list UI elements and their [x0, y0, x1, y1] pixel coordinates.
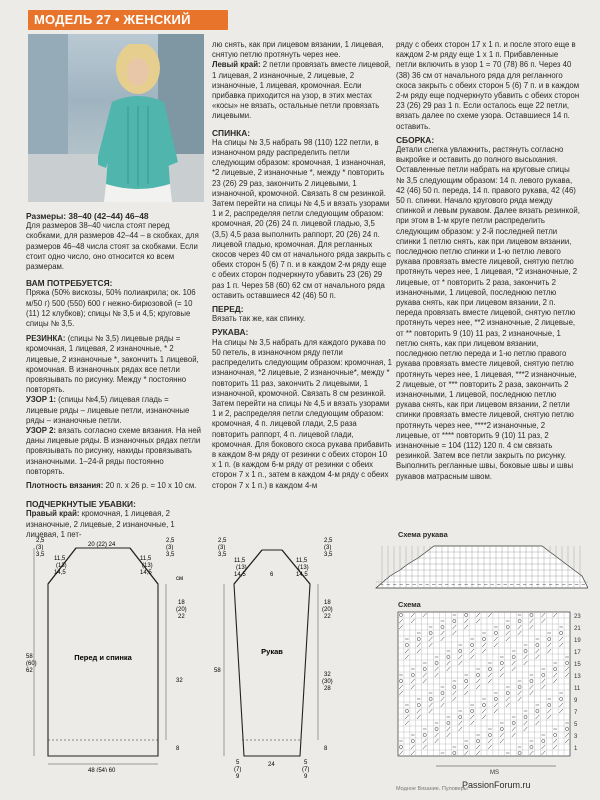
sleeve-chart-symbol: – — [451, 582, 455, 588]
main-chart-title: Схема — [398, 600, 421, 609]
sleeve-chart-symbol: – — [399, 582, 403, 588]
sleeve-chart-symbol: – — [425, 582, 429, 588]
body-dim-t6: 14,5 — [54, 570, 66, 576]
body-dim-t3: 3,5 — [36, 552, 45, 558]
sleeve-dim-b1b: 5 — [304, 760, 308, 766]
sleeve-dim-t1: 2,5 — [218, 538, 227, 544]
sleeve-chart-symbol: – — [568, 582, 572, 588]
sleeve-chart-symbol: – — [438, 582, 442, 588]
sizes-title: Размеры: 38–40 (42–44) 46–48 — [26, 211, 149, 221]
sleeve-chart-symbol: – — [581, 582, 585, 588]
decreases-title: ПОДЧЕРКНУТЫЕ УБАВКИ: — [26, 499, 136, 510]
body-dim-t4b: 11,5 — [140, 556, 152, 562]
sleeve-chart-symbol: – — [419, 582, 423, 588]
pattern1-text: (спицы №4,5) лицевая гладь = лицевые ряды – лицевые петли, изнаночные ряды – изнаночные петли. — [26, 395, 190, 425]
col3-top-text: ряду с обеих сторон 17 х 1 п. и после этого еще в каждом 2-м ряду еще 1 х 1 п. Прибавленные петли включить в узор 1 = 70 (78) 86 п. Через 40 (38) 36 см от начального ряда для регланного скоса закрыть с обеих сторон 5 (6) 7 п. и в каждом 2-м ряду еще подчеркнуто убавить с обеих сторон 23 (26) 29 раз 1 п. Если осталось еще 22 петли, вязать далее по схеме узора. Оставшиеся 14 п. оставить. — [396, 40, 580, 131]
sleeve-dim-t6: 14,5 — [234, 572, 246, 578]
sleeve-chart-symbol: – — [575, 582, 579, 588]
row-number: 1 — [574, 746, 578, 752]
back-text: На спицы № 3,5 набрать 98 (110) 122 петли, в изнаночном ряду распределить петли следующим образом: кромочная, 1 изнаночная, *2 лицевые, 2 изнаночные *, между * повторить 23 (26) 29 раз, закончить 2 лицевыми, 1 изнаночной, кромочной. Связать 8 см резинкой. Затем перейти на спицы № 4,5 и вязать узорами 1 и 2, распределяя петли следующим образом: кромочная, 20 (26) 24 п. лицевой гладью, 3,5 (3,5) 4,5 раза выполнить раппорт, 20 (26) 24 п. лицевой гладью, кромочная. Для регланных скосов через 40 см от начального ряда закрыть с обеих сторон 5 (6) 7 п. и в каждом 2-м ряду еще с обеих сторон подчеркнуто убавить 23 (26) 29 раз 1 п. Через 58 (60) 62 см от начального ряда оставить оставшиеся 42 (46) 50 п. — [212, 137, 391, 300]
model-photo — [28, 34, 204, 202]
sleeve-dim-t3b: 3,5 — [324, 552, 333, 558]
row-number: 5 — [574, 722, 578, 728]
body-dim-r2: (20) — [176, 607, 187, 613]
row-number: 13 — [574, 674, 581, 680]
cm-label: см — [176, 576, 184, 582]
assembly-title: СБОРКА: — [396, 134, 435, 145]
sleeve-dim-t3: 3,5 — [218, 552, 227, 558]
sizes-text: Для размеров 38–40 числа стоят перед скобками, для размеров 42–44 – в скобках, для размеров 46–48 числа стоят за скобками. Если стоит одно число, оно относится ко всем размерам. — [26, 221, 199, 272]
front-title: ПЕРЕД: — [212, 304, 244, 315]
sleeve-dim-h3: 28 — [324, 686, 331, 692]
sleeve-chart-symbol: – — [516, 582, 520, 588]
sleeve-label: Рукав — [261, 647, 283, 656]
sleeve-chart-symbol: – — [529, 582, 533, 588]
sleeve-dim-w: 6 — [270, 572, 274, 578]
sleeve-dim-h8: 8 — [324, 746, 328, 752]
sleeve-chart-symbol: – — [510, 582, 514, 588]
sleeve-chart-symbol: – — [406, 582, 410, 588]
sleeve-dim-h1: 32 — [324, 672, 331, 678]
sleeve-chart-symbol: – — [536, 582, 540, 588]
sleeve-dim-h2: (30) — [322, 679, 333, 685]
sleeve-title: РУКАВА: — [212, 327, 249, 338]
row-number: 19 — [574, 638, 581, 644]
sleeve-dim-b1: 5 — [236, 760, 240, 766]
sleeve-chart-grid — [366, 540, 588, 592]
pattern2-text: вязать согласно схеме вязания. На ней даны лицевые ряды. В изнаночных рядах петли провязывать по рисунку, накиды провязывать изнаночными. 1–24-й ряды постоянно повторять. — [26, 426, 202, 476]
sleeve-chart-symbol: – — [503, 582, 507, 588]
right-edge-title: Правый край: — [26, 509, 80, 519]
sleeve-chart-symbol: – — [412, 582, 416, 588]
sleeve-dim-t5: (13) — [236, 565, 247, 571]
sleeve-chart-symbol: – — [549, 582, 553, 588]
magazine-name: Модное Вязание. Пуловеры — [396, 786, 468, 792]
sleeve-chart-symbol: – — [562, 582, 566, 588]
body-dim-t3b: 3,5 — [166, 552, 175, 558]
row-number: 17 — [574, 650, 581, 656]
sleeve-dim-b2b: (7) — [302, 767, 310, 773]
sleeve-chart-symbol: – — [445, 582, 449, 588]
body-dim-r3: 22 — [178, 614, 185, 620]
sleeve-dim-b3: 9 — [236, 774, 240, 780]
sleeve-chart-symbol: – — [497, 582, 501, 588]
body-dim-l2: (60) — [26, 661, 37, 667]
sleeve-dim-r3: 22 — [324, 614, 331, 620]
ms-label: MS — [490, 770, 499, 776]
body-dim-mid: 20 (22) 24 — [88, 542, 116, 548]
sleeve-dim-b3b: 9 — [304, 774, 308, 780]
column-3 — [396, 40, 580, 482]
density-text: 20 п. х 26 р. = 10 х 10 см. — [105, 481, 197, 491]
sleeve-chart-symbol: – — [464, 582, 468, 588]
sleeve-dim-t1b: 2,5 — [324, 538, 333, 544]
sleeve-dim-bottom: 24 — [268, 762, 275, 768]
finish-text: Выполнить регланные швы, боковые швы и швы рукавов матрасным швом. — [396, 461, 574, 481]
sleeve-chart-title: Схема рукава — [398, 530, 448, 539]
sleeve-dim-r2: (20) — [322, 607, 333, 613]
front-text: Вязать так же, как спинку. — [212, 314, 306, 324]
sleeve-chart-symbol: – — [380, 582, 384, 588]
col2-top-text: лю снять, как при лицевом вязании, 1 лицевая, снятую петлю протянуть через нее. — [212, 40, 384, 60]
left-edge-text: 2 петли провязать вместе лицевой, 1 лицевая, 2 изнаночные, 2 лицевые, 2 изнаночные, 1 лицевая, кромочная. Если прибавка приходится на узор, в этих местах «косы» не вязать, остальные петли провязать лицевыми. — [212, 60, 391, 121]
body-dim-t1: 2,5 — [36, 538, 45, 544]
body-dim-t4: 11,5 — [54, 556, 66, 562]
body-dim-t2: (3) — [36, 545, 44, 551]
rib-text: (спицы № 3,5) лицевые ряды = кромочная, 1 лицевая, 2 изнаночные, * 2 лицевые, 2 изнаночные *, закончить 1 лицевой, кромочная. В изнаночных рядах все петли провязывать по рисунку. Между * постоянно повторять. — [26, 334, 199, 395]
column-2 — [212, 40, 392, 491]
materials-title: ВАМ ПОТРЕБУЕТСЯ: — [26, 278, 113, 289]
row-number: 7 — [574, 710, 578, 716]
sleeve-chart-symbol: – — [542, 582, 546, 588]
sleeve-chart-symbol: – — [471, 582, 475, 588]
sleeve-dim-b2: (7) — [234, 767, 242, 773]
row-number: 9 — [574, 698, 578, 704]
watermark-site: PassionForum.ru — [462, 780, 531, 790]
column-1 — [26, 208, 202, 540]
row-number: 11 — [574, 686, 581, 692]
sleeve-chart-symbol: – — [432, 582, 436, 588]
sleeve-chart-symbol: – — [555, 582, 559, 588]
body-dim-t2b: (3) — [166, 545, 174, 551]
back-title: СПИНКА: — [212, 127, 251, 138]
sleeve-dim-t6b: 14,5 — [296, 572, 308, 578]
row-number: 21 — [574, 626, 581, 632]
sleeve-dim-left: 58 — [214, 668, 221, 674]
body-dim-t6b: 14,5 — [140, 570, 152, 576]
sleeve-dim-t4: 11,5 — [234, 558, 246, 564]
row-number: 23 — [574, 614, 581, 620]
model-title: МОДЕЛЬ 27 • ЖЕНСКИЙ — [34, 12, 191, 27]
body-label: Перед и спинка — [74, 653, 132, 662]
body-dim-t1b: 2,5 — [166, 538, 175, 544]
sleeve-dim-r1: 18 — [324, 600, 331, 606]
left-edge-title: Левый край: — [212, 60, 261, 70]
sleeve-text: На спицы № 3,5 набрать для каждого рукава по 50 петель, в изнаночном ряду петли распределить следующим образом: кромочная, 1 изнаночная, *2 лицевые, 2 изнаночные*, между * повторить 11 раз, закончить 2 лицевыми, 1 изнаночной, кромочной. Связать 8 см резинкой. Затем перейти на спицы № 4,5 и вязать узорами 1 и 2, распределяя петли следующим образом: кромочная, 4 п. лицевой глади, 2,5 раза повторить раппорт, 4 п. лицевой глади, кромочная. Для бокового скоса рукава прибавить в каждом 8-м ряду от резинки с обеих сторон 10 х 1 п. (в каждом 6-м ряду от резинки с обеих сторон 7 х 1 п., затем в каждом 4-м ряду с обеих сторон 7 х 1 п.) в каждом 4-м — [212, 337, 392, 490]
body-dim-l3: 62 — [26, 668, 33, 674]
assembly-text: Детали слегка увлажнить, растянуть согласно выкройке и оставить до полного высыхания. Оставленные петли набрать на круговые спицы № 3,5 следующим образом: 14 п. левого рукава, 42 (46) 50 п. переда, 14 п. правого рукава, 42 (46) 50 п. спинки. Начало кругового ряда между спинкой и левым рукавом. Далее вязать резинкой, при этом в 1-м круге петли распределить следующим образом: у 2-й последней петли спинки 1 петлю снять, как при лицевом вязании, последнюю петлю спинки и 1-ю петлю левого рукава провязать вместе лицевой, снятую петлю протянуть через нее, 1 лицевая, *2 изнаночные, 2 лицевые, от * повторить 2 раза, закончить 2 изнаночными, 1 лицевой, последнюю петлю рукава снять, как при лицевом вязании, 2 п. переда провязать вместе лицевой, снятую петлю протянуть через нее, **2 изнаночные, 2 лицевые, от ** повторить 9 (10) 11 раз, 2 изнаночные, 1 петлю снять, как при лицевом вязании, последнюю петлю переда и 1-ю петлю правого рукава провязать вместе лицевой, снятую петлю протянуть через нее, 1 лицевая, ***2 изнаночные, 2 лицевые, от *** повторить 2 раза, закончить 2 изнаночными, 1 лицевой, последнюю петлю рукава снять, как при лицевом вязании, 2 петли спинки провязать вместе лицевой, снятую петлю протянуть через нее, ****2 изнаночные, 2 лицевые, от **** повторить 9 (10) 11 раз, 2 изнаночные = 104 (112) 120 п. 4 см связать резинкой. Затем все петли закрыть по рисунку. — [396, 145, 580, 461]
sleeve-dim-t2: (3) — [218, 545, 226, 551]
right-edge-text: кромочная, 1 лицевая, 2 изнаночные, 2 лицевые, 2 изнаночные, 1 лицевая, 1 пет- — [26, 509, 175, 539]
main-chart-grid — [396, 610, 592, 776]
sleeve-chart-symbol: – — [477, 582, 481, 588]
sleeve-chart-symbol: – — [386, 582, 390, 588]
sleeve-dim-t5b: (13) — [298, 565, 309, 571]
body-schematic — [26, 536, 202, 772]
woman-figure-icon — [98, 44, 178, 202]
body-dim-t5: (13) — [56, 563, 67, 569]
sleeve-chart-symbol: – — [393, 582, 397, 588]
row-number: 3 — [574, 734, 578, 740]
body-dim-bottom: 48 (54) 60 — [88, 768, 116, 772]
body-dim-h32: 32 — [176, 678, 183, 684]
body-dim-h8: 8 — [176, 746, 180, 752]
sleeve-chart-symbol: – — [490, 582, 494, 588]
page-header — [28, 10, 228, 30]
materials-text: Пряжа (50% вискозы, 50% полиакрила; ок. 106 м/50 г) 500 (550) 600 г нежно-бирюзовой (= 10 (11) 12 клубков); спицы № 3,5 и 4,5; круговые спицы № 3,5. — [26, 288, 196, 329]
pattern1-title: УЗОР 1: — [26, 395, 56, 405]
density-title: Плотность вязания: — [26, 481, 104, 491]
sleeve-dim-t4b: 11,5 — [296, 558, 308, 564]
sleeve-chart-symbol: – — [458, 582, 462, 588]
sleeve-chart-symbol: – — [523, 582, 527, 588]
rib-title: РЕЗИНКА: — [26, 334, 66, 344]
body-dim-l1: 58 — [26, 654, 33, 660]
body-dim-r1: 18 — [178, 600, 185, 606]
row-number: 15 — [574, 662, 581, 668]
body-dim-t5b: (13) — [142, 563, 153, 569]
sleeve-schematic — [212, 536, 348, 780]
sleeve-dim-t2b: (3) — [324, 545, 332, 551]
sleeve-chart-symbol: – — [484, 582, 488, 588]
pattern2-title: УЗОР 2: — [26, 426, 56, 436]
